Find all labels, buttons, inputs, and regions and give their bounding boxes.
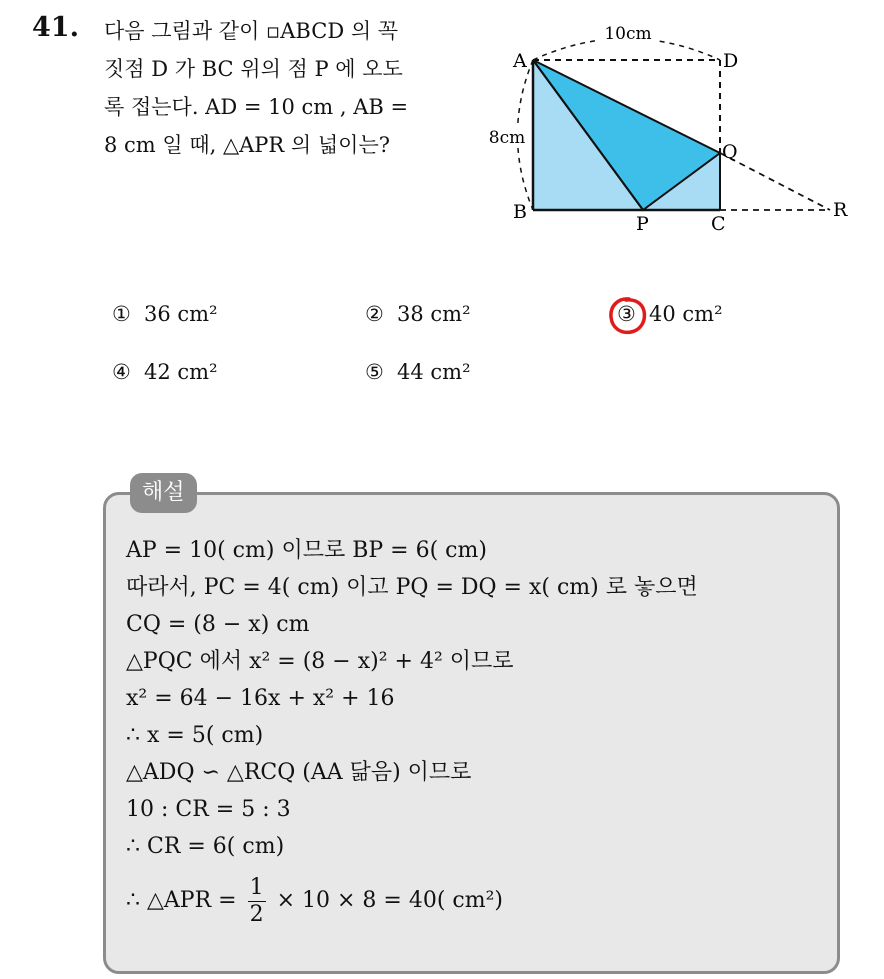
solution-final-line [126, 871, 698, 931]
choice-mark: ① [112, 302, 131, 326]
label-p: P [636, 213, 649, 235]
final-prefix: ∴ △APR = [126, 888, 237, 913]
question-line: 8 cm 일 때, △APR 의 넓이는? [104, 133, 390, 157]
fraction-denominator: 2 [249, 901, 264, 927]
solution-line: x² = 64 − 16x + x² + 16 [126, 686, 395, 711]
choice-text: 44 cm² [397, 360, 471, 384]
label-b: B [513, 201, 527, 223]
solution-lines [126, 532, 698, 931]
solution-line: AP = 10( cm) 이므로 BP = 6( cm) [126, 538, 487, 563]
fraction-numerator: 1 [249, 874, 264, 900]
choice-text: 38 cm² [397, 302, 471, 326]
final-suffix: × 10 × 8 = 40( cm²) [276, 888, 504, 913]
question-number: 41. [32, 12, 79, 43]
choice-mark: ② [365, 302, 384, 326]
question-line: 록 접는다. AD = 10 cm , AB = [104, 95, 409, 119]
solution-line: △ADQ ∽ △RCQ (AA 닮음) 이므로 [126, 760, 472, 785]
question-line: 짓점 D 가 BC 위의 점 P 에 오도 [104, 57, 403, 81]
solution-line: 10 : CR = 5 : 3 [126, 797, 291, 822]
choice-2[interactable] [365, 302, 471, 326]
fraction-one-half [248, 875, 266, 928]
solution-line: ∴ x = 5( cm) [126, 723, 264, 748]
folded-rectangle-figure [480, 15, 860, 245]
solution-line: ∴ CR = 6( cm) [126, 834, 285, 859]
label-top-length: 10cm [604, 24, 652, 44]
choice-5[interactable] [365, 360, 471, 384]
choice-text: 42 cm² [144, 360, 218, 384]
question-line: 다음 그림과 같이 ▫ABCD 의 꼭 [104, 19, 399, 43]
choice-4[interactable] [112, 360, 218, 384]
choice-mark: ③ [617, 302, 636, 326]
choice-text: 40 cm² [649, 302, 723, 326]
label-d: D [723, 50, 739, 72]
question-text [104, 12, 464, 164]
solution-line: CQ = (8 − x) cm [126, 612, 310, 637]
solution-line: △PQC 에서 x² = (8 − x)² + 4² 이므로 [126, 649, 514, 674]
label-q: Q [722, 141, 738, 163]
label-c: C [711, 213, 726, 235]
choice-mark: ④ [112, 360, 131, 384]
label-a: A [513, 50, 527, 72]
choice-1[interactable] [112, 302, 218, 326]
solution-line: 따라서, PC = 4( cm) 이고 PQ = DQ = x( cm) 로 놓으면 [126, 575, 698, 600]
label-side-length: 8cm [488, 128, 526, 148]
choice-mark: ⑤ [365, 360, 384, 384]
answer-circle-mark [607, 295, 649, 337]
solution-tag: 해설 [130, 473, 197, 513]
label-r: R [833, 199, 848, 221]
choice-text: 36 cm² [144, 302, 218, 326]
